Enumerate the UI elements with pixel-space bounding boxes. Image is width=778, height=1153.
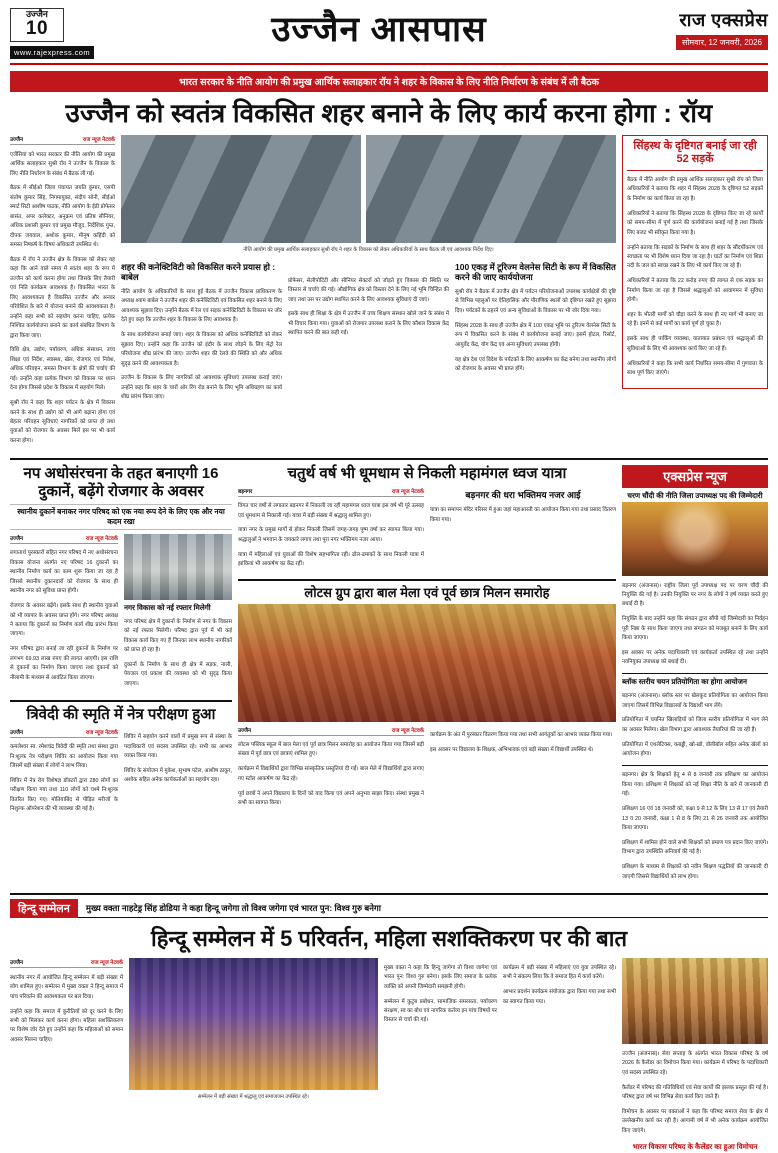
top-section bbox=[10, 135, 768, 451]
eye-camp-paragraph: शिविर में सहयोग करने वालों में प्रमुख रूप से संस्था के पदाधिकारी एवं सदस्य उपस्थित रहे। सभी का आभार व्यक्त किया गया। bbox=[124, 734, 232, 759]
hindu-sammelan-photo bbox=[129, 958, 378, 1090]
dhwaj-columns bbox=[238, 487, 616, 575]
shops-col-2 bbox=[124, 534, 232, 695]
lead-left-column bbox=[10, 135, 115, 451]
lotus-paragraph: इस अवसर पर विद्यालय के शिक्षक, अभिभावक एवं बड़ी संख्या में विद्यार्थी उपस्थित थे। bbox=[430, 746, 594, 753]
roads-paragraph: अधिकारियों ने बताया कि सिंहस्थ 2028 के दृष्टिगत किए जा रहे कार्यों को समय-सीमा में पूर्ण करने की कार्ययोजना बनाई गई है तथा जिसके लिए बजट भी स्वीकृत किया गया है। bbox=[627, 210, 763, 236]
subcolumn-tourism bbox=[455, 258, 616, 408]
hs-col-4 bbox=[503, 958, 616, 1100]
shops-paragraph: दुकानों के निर्माण के साथ ही क्षेत्र में सड़क, नाली, पेयजल एवं प्रकाश की व्यवस्था को भी सुदृढ़ किया जाएगा। bbox=[124, 661, 232, 687]
dhwaj-story bbox=[238, 465, 616, 888]
express-news-title: एक्सप्रेस न्यूज bbox=[622, 465, 768, 488]
lotus-columns bbox=[238, 726, 616, 814]
byline bbox=[238, 726, 424, 736]
hindu-sammelan-columns bbox=[10, 958, 616, 1100]
tourism-paragraph: यह क्षेत्र देश एवं विदेश के पर्यटकों के लिए आकर्षण का केंद्र बनेगा तथा स्थानीय लोगों को रोजगार के अवसर भी प्राप्त होंगे। bbox=[455, 356, 616, 372]
shops-paragraph: रोजगार के अवसर बढ़ेंगे। इसके साथ ही स्थानीय युवाओं को भी व्यापार के अवसर प्राप्त होंगे। नगर परिषद अध्यक्ष ने बताया कि दुकानों का निर्माण कार्य शीघ्र प्रारंभ किया जाएगा। bbox=[10, 603, 118, 638]
hindu-sammelan-photo-caption: सम्मेलन में बड़ी संख्या में श्रद्धालु एवं समाजजन उपस्थित रहे। bbox=[198, 1094, 309, 1101]
eye-camp-col-2 bbox=[124, 728, 232, 820]
masthead-left bbox=[10, 8, 140, 60]
byline bbox=[10, 135, 115, 145]
lotus-paragraph: लोटस पब्लिक स्कूल में बाल मेला एवं पूर्व छात्र मिलन समारोह का आयोजन किया गया जिसमें बड़ी संख्या में पूर्व छात्र एवं छात्राएं शामिल हुए। bbox=[238, 742, 424, 758]
express-news-column bbox=[622, 465, 768, 888]
connectivity-paragraph: के साथ कार्ययोजना बनाई जाए। शहर के विकास को अधिक कनेक्टिविटी को लेकर सुझाव दिए। उन्होंने कहा कि उज्जैन को इंदौर के साथ जोड़ने के लिए मेट्रो रेल परियोजना शीघ्र प्रारंभ की जाए। उज्जैन शहर की रेलवे की स्थिति को और अधिक सुदृढ़ करने की आवश्यकता है। bbox=[121, 332, 282, 367]
page-title: उज्जैन आसपास bbox=[271, 10, 487, 49]
calendar-paragraph: कैलेंडर में परिषद की गतिविधियों एवं सेवा कार्यों की झलक प्रस्तुत की गई है। परिषद द्वारा वर्ष भर विभिन्न सेवा कार्य किए जाते हैं। bbox=[622, 1084, 768, 1101]
lead-paragraph: सुश्री रॉय ने कहा कि शहर पर्यटन के क्षेत्र में विकास करने के साथ ही उद्योग को भी आगे बढ़ाना होगा एवं बेहतर परिवहन सुविधाएं नागरिकों को प्राप्त हो तथा युवाओं को रोजगार के अवसर मिलें इस पर भी कार्य करना होगा। bbox=[10, 400, 115, 444]
lead-photo-caption: नीति आयोग की प्रमुख आर्थिक सलाहकार सुश्री रॉय ने शहर के विकास को लेकर अधिकारियों के साथ बैठक ली एवं आवश्यक निर्देश दिए। bbox=[243, 247, 494, 254]
shops-col-1 bbox=[10, 534, 118, 695]
dhwaj-paragraph: यात्रा में महिलाओं एवं युवाओं की विशेष सहभागिता रही। ढोल-ढमाकों के साथ निकली यात्रा में झांकियां भी आकर्षण का केंद्र रहीं। bbox=[238, 551, 424, 568]
lead-photo-meeting-1 bbox=[121, 135, 361, 243]
tourism-paragraph: सिंहस्थ 2028 के साथ ही उज्जैन क्षेत्र में 100 एकड़ भूमि पर टूरिज्म वेलनेस सिटी के रूप में विकसित करने के संबंध में कार्ययोजना बनाई जाए। इसमें होटल, रिसोर्ट, आयुर्वेद केंद्र, योग केंद्र एवं अन्य सुविधाएं उपलब्ध होंगी। bbox=[455, 322, 616, 348]
lotus-col-1 bbox=[238, 726, 424, 814]
lotus-paragraph: कार्यक्रम में विद्यार्थियों द्वारा विभिन्न सांस्कृतिक प्रस्तुतियां दी गईं। बाल मेले में विद्यार्थियों द्वारा लगाए गए स्टॉल आकर्षण का केंद्र रहे। bbox=[238, 766, 424, 782]
tourism-heading: 100 एकड़ में टूरिज्म वेलनेस सिटी के रूप में विकसित करने की जाए कार्ययोजना bbox=[455, 262, 616, 283]
express-paragraph: प्रशिक्षण में शामिल होने वाले सभी शिक्षकों को प्रमाण पत्र प्रदान किए जाएंगे। विभाग द्वारा उपस्थिति अनिवार्य की गई है। bbox=[622, 839, 768, 856]
roads-paragraph: उन्होंने बताया कि सड़कों के निर्माण के साथ ही शहर के सौंदर्यीकरण एवं स्वच्छता पर भी विशेष ध्यान दिया जा रहा है। घाटों का निर्माण एवं शिप्रा नदी के जल को स्वच्छ रखने के लिए भी कार्य किए जा रहे हैं। bbox=[627, 244, 763, 270]
express-paragraph: नियुक्ति के बाद उन्होंने कहा कि संगठन द्वारा सौंपी गई जिम्मेदारी का निर्वहन पूरी निष्ठा के साथ किया जाएगा तथा संगठन को मजबूत बनाने के लिए कार्य किया जाएगा। bbox=[622, 616, 768, 642]
lotus-paragraph: पूर्व छात्रों ने अपने विद्यालय के दिनों को याद किया एवं अपने अनुभव साझा किए। संस्था प्रमुख ने सभी का स्वागत किया। bbox=[238, 790, 424, 807]
hs-paragraph: सम्मेलन में कुटुंब प्रबोधन, सामाजिक समरसता, पर्यावरण संरक्षण, स्व का बोध एवं नागरिक कर्तव्य इन पांच विषयों पर विस्तार से चर्चा की गई। bbox=[383, 998, 497, 1024]
shops-photo-caption: नगर विकास को नई रफ्तार मिलेगी bbox=[124, 603, 211, 612]
roads-paragraph: इसके साथ ही पार्किंग व्यवस्था, यातायात प्रबंधन एवं श्रद्धालुओं की सुविधाओं के लिए भी आवश्यक कार्य किए जा रहे हैं। bbox=[627, 336, 763, 352]
express-paragraph: प्रतियोगिता में एथलेटिक्स, कबड्डी, खो-खो, वॉलीबॉल सहित अनेक खेलों का आयोजन होगा। bbox=[622, 741, 768, 758]
dhwaj-paragraph: यात्रा नगर के प्रमुख मार्गों से होकर निकली जिसमें जगह-जगह पुष्प वर्षा कर स्वागत किया गया। श्रद्धालुओं ने भगवान के जयकारे लगाए तथा पूरा नगर भक्तिमय नजर आया। bbox=[238, 527, 424, 543]
lead-photo-meeting-2 bbox=[366, 135, 616, 243]
lead-paragraph: बैठक में सीईओ जिला पंचायत जयति कुमार, एसपी संतोष कुमार सिंह, निगमायुक्त, संदीप सोनी, सीईओ स्मार्ट सिटी आशीष पाठक, नीति आयोग के ईडी प्रोफेसर बासंत, अपर कलेक्टर, अनुक्रम एवं प्रतिष्ठ सीनियर, अधिक प्रशासी कुमार एवं प्रमुख मौजूद, निर्देशिक गुप्त, दीपक जयवाल, अशोक कुमार, मीनूष कहिंदी को समस्त निष्कर्ष के विषय अधिकारी उपस्थित थे। bbox=[10, 185, 115, 249]
hs-col-1 bbox=[10, 958, 123, 1100]
calendar-photo bbox=[622, 958, 768, 1044]
express-paragraph: प्रशिक्षण के माध्यम से शिक्षकों को नवीन शिक्षण पद्धतियों की जानकारी दी जाएगी जिससे विद्यार्थियों को लाभ होगा। bbox=[622, 864, 768, 880]
hindu-sammelan-headline: हिन्दू सम्मेलन में 5 परिवर्तन, महिला सशक्तिकरण पर की बात bbox=[151, 926, 627, 952]
lotus-photo bbox=[238, 604, 616, 722]
roads-box bbox=[622, 135, 768, 389]
dhwaj-paragraph: विगत चार वर्षों से लगातार बड़नगर में निकाली जा रही महामंगल ध्वज यात्रा इस वर्ष भी पूरे उत्साह एवं धूमधाम से निकाली गई। यात्रा में बड़ी संख्या में श्रद्धालु शामिल हुए। bbox=[238, 503, 424, 519]
eye-camp-col-1 bbox=[10, 728, 118, 820]
masthead bbox=[10, 8, 768, 65]
date-line: सोमवार, 12 जनवरी, 2026 bbox=[676, 35, 768, 50]
shops-story bbox=[10, 465, 232, 888]
byline bbox=[10, 728, 118, 738]
express-paragraph: प्रतियोगिता में चयनित खिलाड़ियों को जिला स्तरीय प्रतियोगिता में भाग लेने का अवसर मिलेगा। खेल विभाग द्वारा आवश्यक तैयारियां की जा रही हैं। bbox=[622, 717, 768, 733]
express-paragraph: बड़नगर (अंजनास)। राष्ट्रीय जिला पूर्व उपाध्यक्ष पद पर चरण चौंदी की नियुक्ति की गई है। उनकी नियुक्ति पर नगर के लोगों ने हर्ष व्यक्त करते हुए बधाई दी है। bbox=[622, 582, 768, 608]
eye-camp-columns bbox=[10, 728, 232, 820]
hs-photo-col bbox=[129, 958, 378, 1100]
express-item1-heading: चरण चौंदी की नीति जिला उपाध्यक्ष पद की जिम्मेदारी bbox=[627, 490, 763, 500]
byline-place: उज्जैन bbox=[10, 729, 24, 736]
roads-box-title: सिंहस्थ के दृष्टिगत बनाई जा रही 52 सड़कें bbox=[627, 140, 763, 170]
eye-camp-paragraph: शिविर में नेत्र रोग विशेषज्ञ डॉक्टरों द्वारा 280 लोगों का परीक्षण किया गया तथा 110 लोगों को चश्मे नि:शुल्क वितरित किए गए। मोतियाबिंद से पीड़ित मरीजों के निशुल्क ऑपरेशन की भी व्यवस्था की गई है। bbox=[10, 777, 118, 813]
lead-headline: उज्जैन को स्वतंत्र विकसित शहर बनाने के लिए कार्य करना होगा : रॉय bbox=[65, 98, 713, 129]
express-paragraph: बड़नगर (अंजनास)। ब्लॉक स्तर पर खेलकूद प्रतियोगिता का आयोजन किया जाएगा जिसमें विभिन्न विद्यालयों के विद्यार्थी भाग लेंगे। bbox=[622, 693, 768, 709]
express-paragraph: इस अवसर पर अनेक पदाधिकारी एवं कार्यकर्ता उपस्थित रहे तथा उन्होंने नवनियुक्त उपाध्यक्ष को बधाई दी। bbox=[622, 650, 768, 666]
badge-page-number: 10 bbox=[25, 18, 49, 40]
eye-camp-heading: त्रिवेदी की स्मृति में नेत्र परीक्षण हुआ bbox=[26, 705, 216, 723]
byline-place: उज्जैन bbox=[10, 137, 24, 144]
byline-place: उज्जैन bbox=[10, 960, 24, 967]
dhwaj-col-1 bbox=[238, 487, 424, 575]
shops-subheading: स्थानीय दुकानें बनाकर नगर परिषद को एक नया रूप देने के लिए एक और नया कदम रखा bbox=[10, 504, 232, 530]
byline-source: राज न्यूज नेटवर्क bbox=[391, 488, 424, 495]
hindu-sammelan-strap: मुख्य वक्ता नाहटे‌ड्र सिंह डोडिया ने कहा हिन्दू जगेगा तो विश्व जगेगा एवं भारत पुन: विश्व गुरु बनेगा bbox=[78, 899, 768, 918]
hs-paragraph: कार्यक्रम में बड़ी संख्या में महिलाएं एवं युवा उपस्थित रहे। सभी ने संकल्प लिया कि वे समाज हित में कार्य करेंगे। bbox=[502, 964, 616, 981]
lead-subcolumns bbox=[121, 258, 616, 408]
byline-source: राज न्यूज नेटवर्क bbox=[82, 137, 115, 144]
hs-col-3 bbox=[384, 958, 497, 1100]
express-paragraph: प्रशिक्षण 16 एवं 18 जनवरी को, कक्षा 9 से 12 के लिए 13 से 17 एवं तैयारी 13 व 20 जनवरी, कक्षा 1 से 8 के लिए 21 से 26 जनवरी तक आयोजित किया जाएगा। bbox=[622, 806, 768, 831]
byline-place: उज्जैन bbox=[10, 536, 24, 542]
hs-paragraph: आभार प्रदर्शन कार्यक्रम संयोजक द्वारा किया गया तथा सभी का स्वागत किया गया। bbox=[502, 989, 616, 1005]
dhwaj-paragraph: यात्रा का समापन मंदिर परिसर में हुआ जहां महाआरती का आयोजन किया गया तथा प्रसाद वितरण किया गया। bbox=[430, 507, 616, 523]
byline bbox=[10, 534, 118, 544]
shops-paragraph: लगातार्थ पुरस्कारों सहित नगर परिषद में नए अधोसंरचना विकास योजना अंतर्गत नए परिषद 16 दुकानों का स्थानीय निर्माण कार्य का काम शुरू किया जा रहा है जिससे स्थानीय दुकानदारों को रोजगार के साथ ही स्थानीय नगर को सुविधा प्राप्त होगी। bbox=[10, 550, 118, 595]
lead-paragraph: एजेंसियां को भारत सरकार की नीति आयोग की प्रमुख आर्थिक सलाहकार सुश्री रॉय ने उज्जैन के विकास के लिए नीति निर्धारण के संबंध में बैठक ली गई। bbox=[10, 151, 115, 177]
tourism-paragraph: सुश्री रॉय ने बैठक में उज्जैन क्षेत्र में पर्यटन परियोजनाओं उपलब्ध कार्यक्षेत्रों की दृष्टि से विभिन्न पहलुओं पर ऐतिहासिक और पौराणिक स्थलों को दृष्टिगत रखते हुए सुझाव दिए। पर्यटकों के ठहरने एवं अन्य सुविधाओं के विकास पर भी जोर दिया गया। bbox=[455, 289, 616, 314]
hs-paragraph: उन्होंने कहा कि समाज में कुरीतियों को दूर करने के लिए सभी को मिलकर कार्य करना होगा। महिला सशक्तिकरण पर विशेष जोर देते हुए उन्होंने कहा कि महिलाओं को समान अवसर मिलना चाहिए। bbox=[10, 1008, 124, 1043]
roads-paragraph: शहर के भीतरी मार्गों को चौड़ा करने के साथ ही नए मार्ग भी बनाए जा रहे हैं। इनमें से कई मार्गों का कार्य पूर्ण हो चुका है। bbox=[627, 312, 763, 328]
lead-kicker: भारत सरकार के नीति आयोग की प्रमुख आर्थिक सलाहकार रॉय ने शहर के विकास के लिए नीति निर्धारण के संबंध में ली बैठक bbox=[10, 71, 768, 92]
shops-paragraph: नगर परिषद द्वारा बनाई जा रही दुकानों के निर्माण पर लगभग 69.93 लाख रुपए की लागत आएगी। इस राशि से दुकानों का निर्माण किया जाएगा तथा दुकानों को नीलामी के माध्यम से आवंटित किया जाएगा। bbox=[10, 646, 118, 681]
brand-name: राज एक्सप्रेस bbox=[679, 10, 768, 30]
connectivity-paragraph: उज्जैन के विकास के लिए नागरिकों को आवश्यक सुविधाएं उपलब्ध कराई जाएं। उन्होंने कहा कि शहर के चारों ओर रिंग रोड बनाने के लिए भूमि अधिग्रहण का कार्य शीघ्र प्रारंभ किया जाए। bbox=[121, 375, 282, 401]
connectivity-paragraph: नीति आयोग के अधिकारियों के साथ हुई बैठक में उज्जैन विकास प्राधिकरण के अध्यक्ष श्याम बाबेल ने उज्जैन शहर की कनेक्टिविटी एवं विकसित शहर बनाने के लिए आवश्यक सुझाव दिए। उन्होंने बैठक में रेल एवं सड़क कनेक्टिविटी के विकास पर जोर देते हुए कहा कि उज्जैन शहर के विकास के लिए आवश्यक है। bbox=[121, 289, 282, 324]
dhwaj-heading: चतुर्थ वर्ष भी धूमधाम से निकली महामंगल ध्वज यात्रा bbox=[287, 464, 567, 482]
calendar-story bbox=[622, 958, 768, 1153]
hs-paragraph: स्थानीय नगर में आयोजित हिन्दू सम्मेलन में बड़ी संख्या में लोग शामिल हुए। सम्मेलन में मुख्य वक्ता ने हिन्दू समाज में पांच परिवर्तन की आवश्यकता पर बल दिया। bbox=[10, 974, 124, 1000]
byline-source: राज न्यूज नेटवर्क bbox=[85, 729, 118, 736]
hindu-sammelan-bar bbox=[10, 893, 768, 918]
bottom-section bbox=[10, 958, 768, 1153]
hindu-sammelan-body bbox=[10, 958, 616, 1153]
badge-city: उज्जैन bbox=[26, 9, 48, 19]
calendar-paragraph: उज्जैन (अंजनास)। सेवा सप्ताह के अंतर्गत भारत विकास परिषद के वर्ष 2026 के कैलेंडर का विमोचन किया गया। कार्यक्रम में परिषद के पदाधिकारी एवं सदस्य उपस्थित रहे। bbox=[622, 1050, 768, 1076]
masthead-right bbox=[618, 8, 768, 50]
calendar-paragraph: विमोचन के अवसर पर वक्ताओं ने कहा कि परिषद समाज सेवा के क्षेत्र में उल्लेखनीय कार्य कर रही है। आगामी वर्ष में भी अनेक कार्यक्रम आयोजित किए जाएंगे। bbox=[622, 1108, 768, 1134]
lead-middle-column bbox=[121, 135, 616, 451]
roads-sidebar bbox=[622, 135, 768, 451]
byline bbox=[238, 487, 424, 497]
byline-place: बड़नगर bbox=[238, 488, 253, 495]
byline-source: राज न्यूज नेटवर्क bbox=[391, 727, 424, 734]
lotus-col-2 bbox=[430, 726, 616, 814]
lead-paragraph: बैठक में रॉय ने उज्जैन क्षेत्र के विकास को लेकर यह कहा कि आने वाले समय में स्वतंत्र शहर के रूप में उज्जैन को कार्य करना होगा तथा जिसके लिए तैयारी एवं निति कार्यक्रम आवश्यक है। विकसित भारत के लिए आवश्यकता है विकसित उज्जैन और अनवर परिवेशित के बारे में योजना बनाने की आवश्यकता है। उन्होंने कहा सभी को सहयोग करना चाहिए, प्रत्येक निश्चित कार्ययोजना बनाने का कार्य संबंधित विभाग के द्वारा किया जाए। bbox=[10, 256, 115, 339]
shops-photo bbox=[124, 534, 232, 600]
eye-camp-paragraph: कमलेश्वर स्व. रमेशचंद्र त्रिवेदी की स्मृति तथा संस्था द्वारा नि:शुल्क नेत्र परीक्षण शिविर का आयोजन किया गया जिसमें बड़ी संख्या में लोगों ने लाभ लिया। bbox=[10, 744, 118, 769]
connectivity-heading: शहर की कनेक्टिविटी को विकसित करने प्रयास हो : बाबेल bbox=[121, 262, 276, 283]
byline-source: राज न्यूज नेटवर्क bbox=[90, 960, 124, 967]
lotus-paragraph: कार्यक्रम के अंत में पुरस्कार वितरण किया गया तथा सभी आगंतुकों का आभार व्यक्त किया गया। bbox=[430, 732, 613, 739]
shops-paragraph: नगर परिषद क्षेत्र में दुकानों के निर्माण से नगर के विकास को नई रफ्तार मिलेगी। परिषद द्वारा पूर्व में भी कई विकास कार्य किए गए हैं जिनका लाभ स्थानीय नागरिकों को प्राप्त हो रहा है। bbox=[124, 618, 232, 654]
middle-section bbox=[10, 458, 768, 888]
subcolumn-connectivity bbox=[121, 258, 282, 408]
industry-paragraph: इसके साथ ही शिक्षा के क्षेत्र में उज्जैन में उच्च शिक्षण संस्थान खोले जाने के संबंध में भी विचार किया गया। युवाओं को रोजगार उपलब्ध कराने के लिए कौशल विकास केंद्र स्थापित करने की बात कही गई। bbox=[288, 311, 449, 337]
roads-paragraph: अधिकारियों ने बताया कि 22 करोड़ रुपए की लागत से एक सड़क का निर्माण किया जा रहा है जिससे श्रद्धालुओं को आवागमन में सुविधा होगी। bbox=[627, 278, 763, 304]
eye-camp-paragraph: शिविर के संयोजन में मुकेश, सुभाष पटेल, आशीष ठाकुर, अशोक सहित अनेक कार्यकर्ताओं का सहयोग रहा। bbox=[124, 767, 232, 784]
lead-photo-row bbox=[121, 135, 616, 243]
subcolumn-industry bbox=[288, 258, 449, 408]
dhwaj-col-2 bbox=[430, 487, 616, 575]
byline-source: राज न्यूज नेटवर्क bbox=[85, 536, 118, 542]
express-item2-heading: ब्लॉक स्तरीय चयन प्रतियोगिता का होगा आयोजन bbox=[622, 677, 747, 687]
roads-paragraph: बैठक में नीति आयोग की प्रमुख आर्थिक सलाहकार सुश्री रॉय को जिला अधिकारियों ने बताया कि शहर में सिंहस्थ 2028 के दृष्टिगत 52 सड़कों के निर्माण का कार्य किया जा रहा है। bbox=[627, 177, 763, 202]
express-item1-portrait bbox=[622, 502, 768, 576]
website-url[interactable]: www.rajexpress.com bbox=[10, 46, 94, 59]
byline bbox=[10, 958, 123, 968]
page-badge bbox=[10, 8, 64, 42]
hs-paragraph: मुख्य वक्ता ने कहा कि हिन्दू जागेगा तो विश्व जागेगा एवं भारत पुन: विश्व गुरु बनेगा। इसके लिए समाज के प्रत्येक व्यक्ति को अपनी जिम्मेदारी समझनी होगी। bbox=[383, 964, 497, 990]
masthead-center bbox=[140, 8, 618, 47]
byline-place: उज्जैन bbox=[238, 727, 252, 734]
express-paragraph: बड़नगर। क्षेत्र के शिक्षकों हेतु 4 से 8 जनवरी तक प्रशिक्षण का आयोजन किया गया। प्रशिक्षण में शिक्षकों को नई शिक्षा नीति के बारे में जानकारी दी गई। bbox=[622, 772, 768, 798]
calendar-caption: भारत विकास परिषद के कैलेंडर का हुआ विमोचन bbox=[632, 1141, 758, 1151]
dhwaj-photo-caption-title: बड़नगर की धरा भक्तिमय नजर आई bbox=[465, 489, 581, 500]
lead-paragraph: विधि क्षेत्र, उद्योग, पर्यावरण, अधिक संसाधन, उच्च शिक्षा एवं निर्देश, स्वास्थ्य, खेल, रोजगार एवं निवेश, अधिक परिवहन, समस्त विभाग के क्षेत्रों की चर्चाएं की गई। उन्होंने कहा प्रत्येक विभाग को विकास पर ध्यान देना होगा जिससे प्रदेश के विकास में सहयोग मिले। bbox=[10, 347, 115, 392]
hindu-sammelan-tag: हिन्दू सम्मेलन bbox=[10, 899, 78, 918]
shops-heading: नप अधोसंरचना के तहत बनाएगी 16 दुकानें, बढ़ेंगे रोजगार के अवसर bbox=[23, 464, 219, 500]
lotus-heading: लोटस ग्रुप द्वारा बाल मेला एवं पूर्व छात्र मिलन समारोह bbox=[304, 585, 550, 601]
roads-paragraph: अधिकारियों ने कहा कि सभी कार्य निर्धारित समय-सीमा में गुणवत्ता के साथ पूर्ण किए जाएंगे। bbox=[627, 360, 763, 377]
shops-columns bbox=[10, 534, 232, 695]
industry-paragraph: प्रोफेसर, सेलीपोटिंटी और सीनियर सेक्टरों को जोड़ते हुए विकास की स्थिति पर विस्तार से चर्चाएं की गई। औद्योगिक क्षेत्र को विस्तार देने के लिए नई भूमि चिन्हित की जाए तथा उस पर उद्योग स्थापित करने के लिए आवश्यक सुविधाएं दी जाएं। bbox=[288, 277, 449, 303]
